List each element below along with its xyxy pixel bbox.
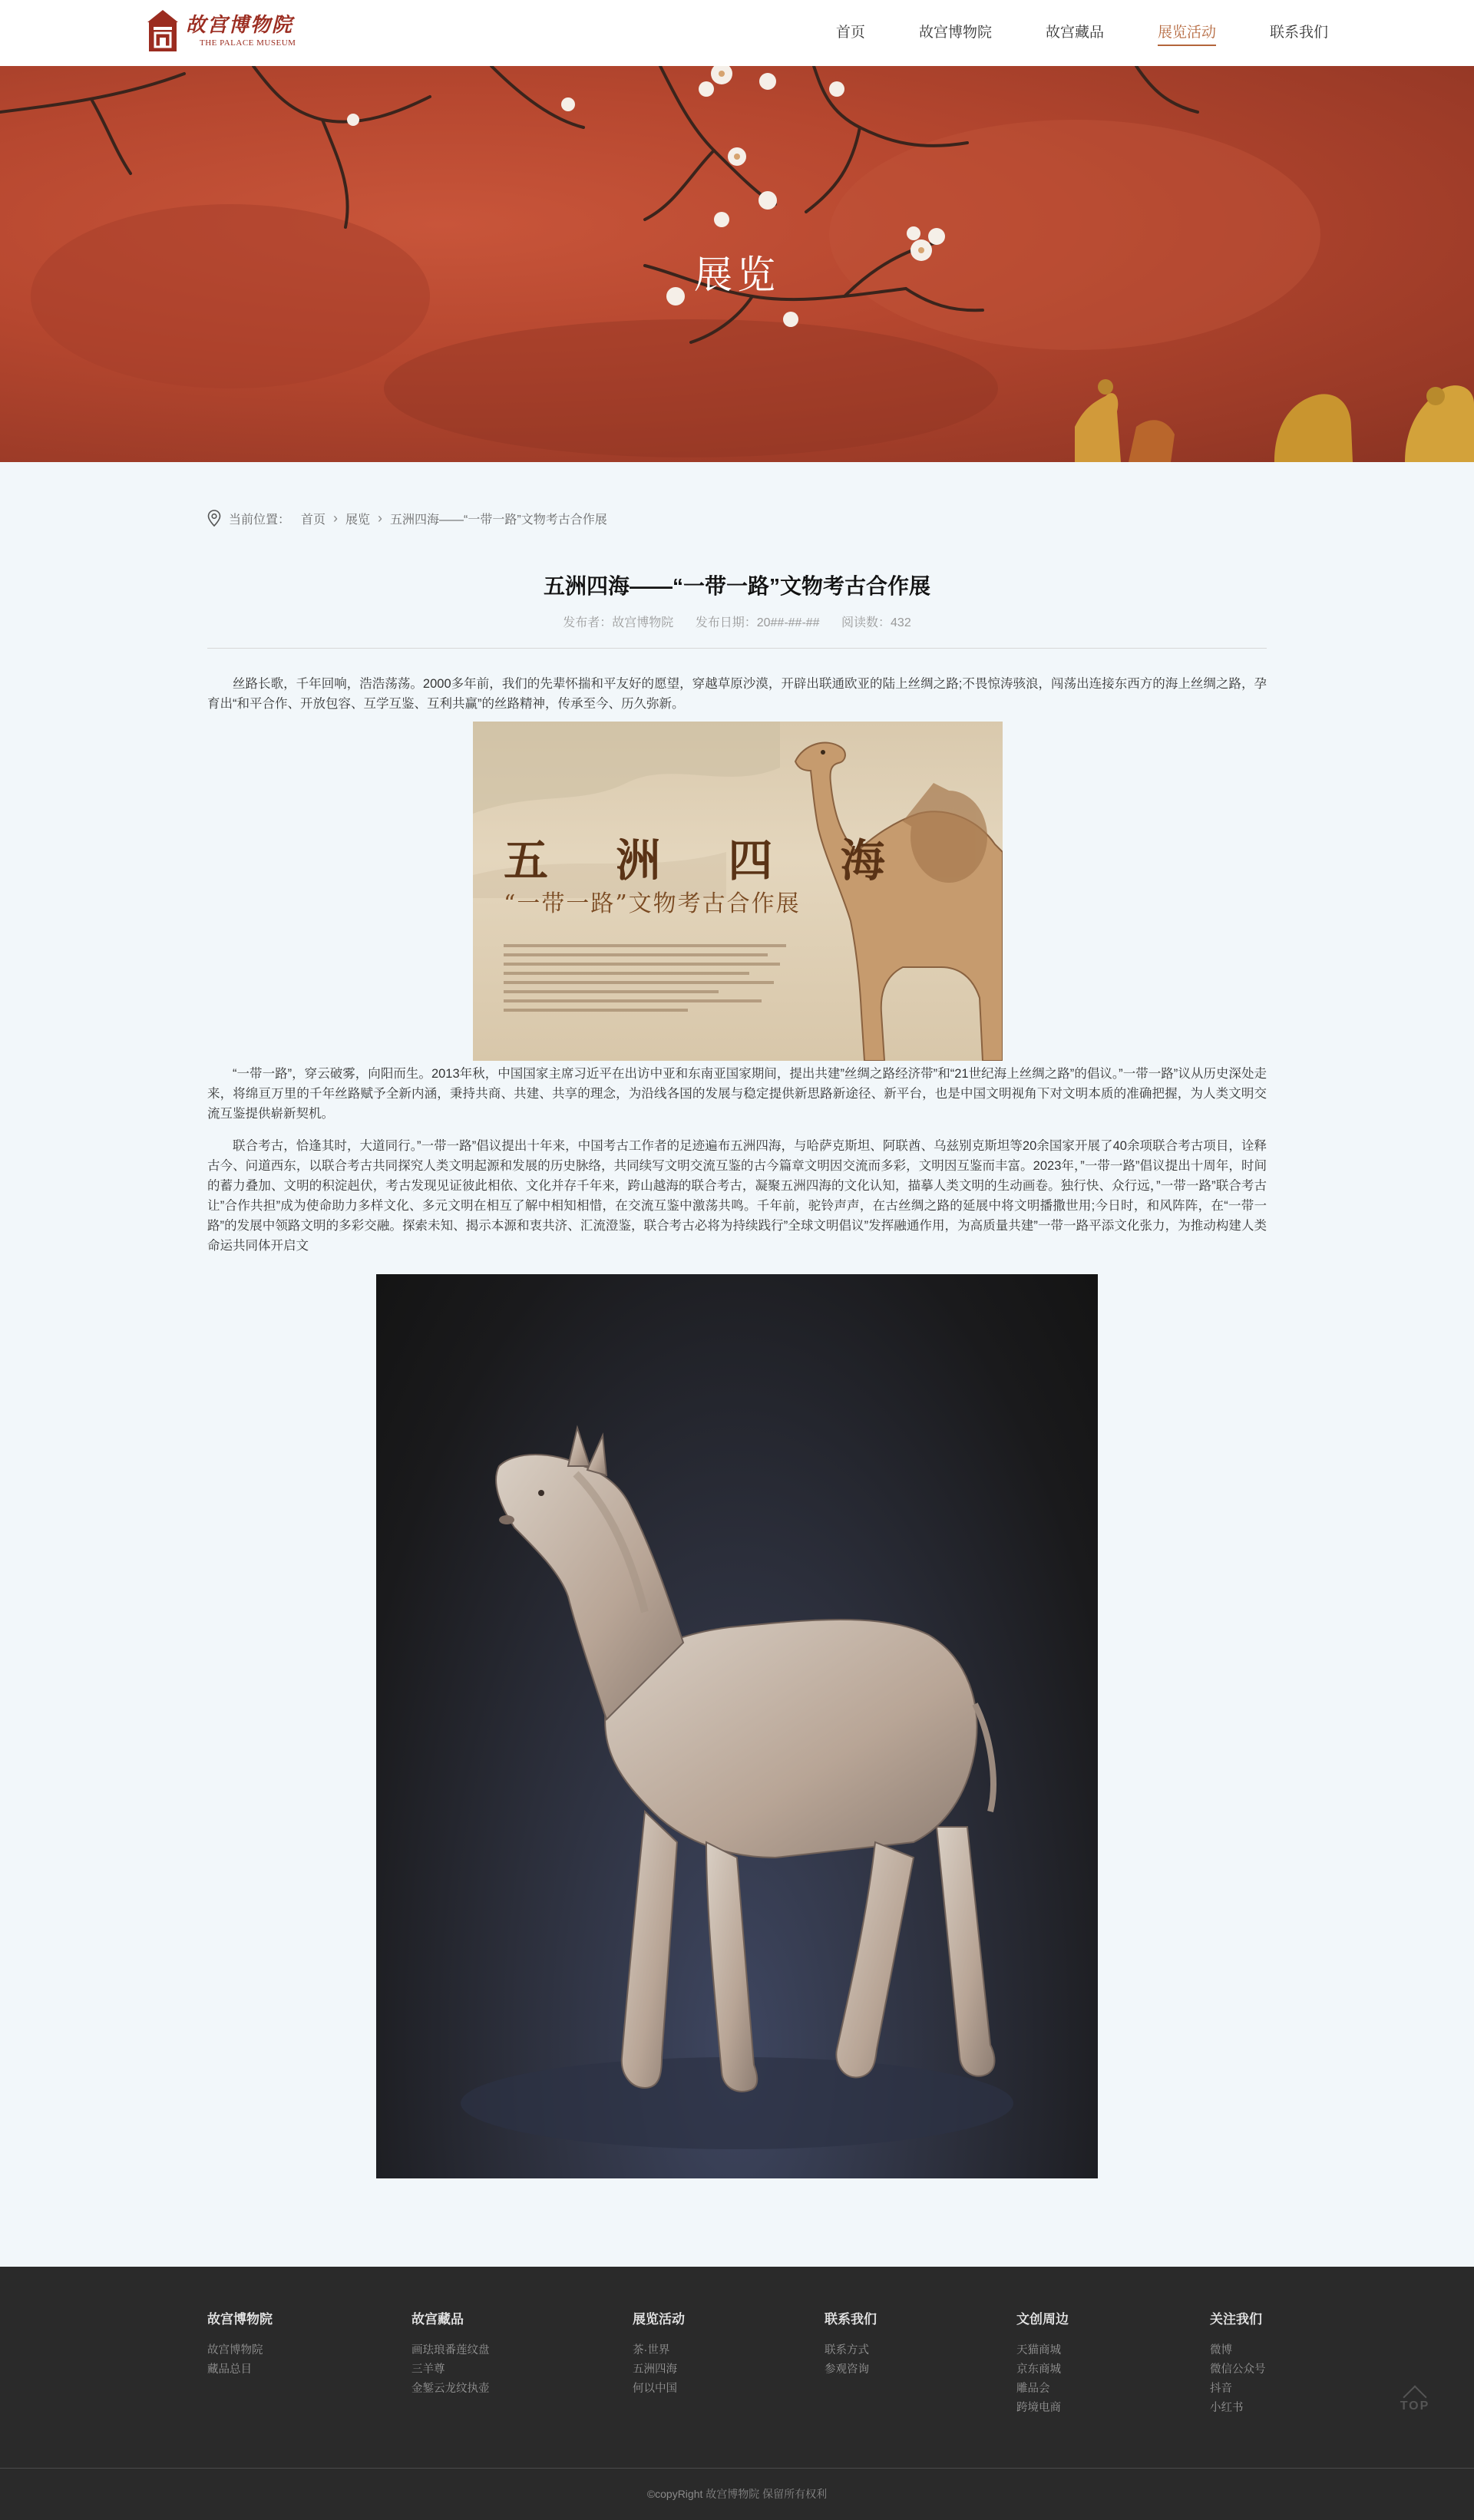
nav-item-exhibitions[interactable]: 展览活动 — [1158, 0, 1216, 66]
article-paragraph: “一带一路”，穿云破雾，向阳而生。2013年秋，中国国家主席习近平在出访中亚和东南亚国家期间，提出共建”丝绸之路经济带”和“21世纪海上丝绸之路”的倡议。”一带一路”议从历史深处走来，将绵亘万里的千年丝路赋予全新内涵，秉持共商、共建、共享的理念，为沿线各国的发展与稳定提供新思路新途径、新平台，也是中国文明视角下对文明本质的准确把握，为人类文明交流互鉴提供崭新契机。 — [207, 1067, 1267, 1121]
footer-link[interactable]: 画珐琅番莲纹盘 — [411, 2344, 490, 2357]
hero-banner — [0, 66, 1474, 462]
footer-col-title: 联系我们 — [825, 2312, 877, 2327]
breadcrumb-home[interactable]: 首页 — [301, 513, 326, 527]
breadcrumb-label: 当前位置： — [229, 513, 291, 527]
footer-col-collections — [411, 2308, 490, 2399]
footer-col-title: 故宫博物院 — [207, 2312, 273, 2327]
article-date: 发布日期：20##-##-## — [695, 616, 820, 629]
horse-figurine-image — [376, 1274, 1098, 2178]
site-header — [0, 0, 1474, 66]
breadcrumb-exhibitions[interactable]: 展览 — [345, 513, 371, 527]
footer-link[interactable]: 茶·世界 — [633, 2344, 670, 2357]
article-read-count: 阅读数：432 — [841, 616, 911, 629]
footer-col-title: 故宫藏品 — [411, 2312, 464, 2327]
exhibition-poster-image — [473, 722, 1003, 1061]
footer-link[interactable]: 微信公众号 — [1210, 2363, 1266, 2376]
article-paragraph: 丝路长歌，千年回响，浩浩荡荡。2000多年前，我们的先辈怀揣和平友好的愿望，穿越草原沙漠，开辟出联通欧亚的陆上丝绸之路;不畏惊涛骇浪，闯荡出连接东西方的海上丝绸之路，孕育出“和平合作、开放包容、互学互鉴、互利共赢”的丝路精神，传承至今、历久弥新。 — [207, 677, 1267, 711]
footer-link[interactable]: 藏品总目 — [207, 2363, 252, 2376]
footer-col-palace — [207, 2308, 273, 2380]
nav-item-palace-museum[interactable]: 故宫博物院 — [918, 25, 992, 41]
palace-logo-icon — [146, 8, 180, 53]
footer-col-title: 关注我们 — [1210, 2312, 1262, 2327]
footer-link[interactable]: 联系方式 — [825, 2344, 869, 2357]
article-paragraph: 联合考古，恰逢其时，大道同行。”一带一路”倡议提出十年来，中国考古工作者的足迹遍布五洲四海，与哈萨克斯坦、阿联酋、乌兹别克斯坦等20余国家开展了40余项联合考古项目，诠释古今、问道西东，以联合考古共同探究人类文明起源和发展的历史脉络，共同续写文明交流互鉴的古今篇章文明因交流而多彩，文明因互鉴而丰富。2023年，”一带一路”倡议提出十周年，时间的蓄力叠加、文明的积淀赳伏，考古发现见证彼此相依、文化并存千年来，跨山越海的联合考古，凝聚五洲四海的文化认知，描摹人类文明的生动画卷。独行快、众行远，”一带一路”联合考古让”合作共担”成为使命助力多样文化、多元文明在相互了解中相知相惜，在交流互鉴中激荡共鸣。千年前，驼铃声声，在古丝绸之路的延展中将文明播撒世用;今日时，和风阵阵，在“一带一路”的发展中领路文明的多彩交融。探索未知、揭示本源和衷共济、汇流澄鉴，联合考古必将为持续践行”全球文明倡议”发挥融通作用，为高质量共建”一带一路平添文化张力，为推动构建人类命运共同体开启文 — [207, 1139, 1267, 1253]
breadcrumb — [207, 507, 607, 530]
site-logo[interactable] — [146, 8, 307, 54]
back-to-top-button[interactable] — [1397, 2383, 1433, 2413]
chevron-right-icon: › — [333, 510, 339, 526]
footer-link[interactable]: 故宫博物院 — [207, 2344, 263, 2357]
footer-link[interactable]: 跨境电商 — [1016, 2402, 1061, 2414]
article-title: 五洲四海——“一带一路”文物考古合作展 — [543, 574, 930, 598]
footer-link[interactable]: 三羊尊 — [411, 2363, 445, 2376]
logo-chinese-text: 故宫博物院 — [186, 14, 294, 37]
footer-link[interactable]: 小红书 — [1210, 2402, 1244, 2414]
footer-link[interactable]: 天猫商城 — [1016, 2344, 1061, 2357]
poster-text-block — [504, 944, 811, 1018]
breadcrumb-current: 五洲四海——“一带一路”文物考古合作展 — [390, 513, 607, 527]
article-publisher: 发布者：故宫博物院 — [563, 616, 674, 629]
footer-columns — [207, 2308, 1267, 2462]
location-pin-icon — [207, 510, 221, 527]
footer-col-follow — [1210, 2308, 1266, 2418]
logo-english-text: THE PALACE MUSEUM — [200, 38, 296, 48]
nav-item-contact[interactable]: 联系我们 — [1269, 25, 1328, 41]
footer-link[interactable]: 何以中国 — [633, 2383, 677, 2395]
footer-col-merch — [1016, 2308, 1069, 2418]
footer-link[interactable]: 五洲四海 — [633, 2363, 677, 2376]
site-footer — [0, 2267, 1474, 2520]
banner-title: 展览 — [694, 253, 780, 296]
chevron-right-icon: › — [378, 510, 383, 526]
footer-divider — [0, 2468, 1474, 2469]
footer-link[interactable]: 京东商城 — [1016, 2363, 1061, 2376]
back-to-top-label: TOP — [1400, 2399, 1430, 2413]
nav-item-home[interactable]: 首页 — [835, 25, 865, 41]
article-meta — [207, 613, 1267, 630]
nav-item-collections[interactable]: 故宫藏品 — [1045, 25, 1104, 41]
footer-col-title: 文创周边 — [1016, 2312, 1069, 2327]
poster-title: 五 洲 四 海 — [504, 834, 911, 887]
footer-link[interactable]: 抖音 — [1210, 2383, 1232, 2395]
poster-subtitle: “一带一路”文物考古合作展 — [504, 890, 801, 917]
footer-col-exhibitions — [633, 2308, 685, 2399]
copyright-text: ©copyRight 故宫博物院 保留所有权利 — [646, 2488, 828, 2500]
footer-link[interactable]: 金錾云龙纹执壶 — [411, 2383, 490, 2395]
footer-link[interactable]: 雕品会 — [1016, 2383, 1050, 2395]
footer-link[interactable]: 参观咨询 — [825, 2363, 869, 2376]
footer-col-contact — [825, 2308, 877, 2380]
footer-link[interactable]: 微博 — [1210, 2344, 1232, 2357]
divider — [207, 648, 1267, 649]
main-nav — [782, 0, 1328, 66]
footer-col-title: 展览活动 — [633, 2312, 685, 2327]
